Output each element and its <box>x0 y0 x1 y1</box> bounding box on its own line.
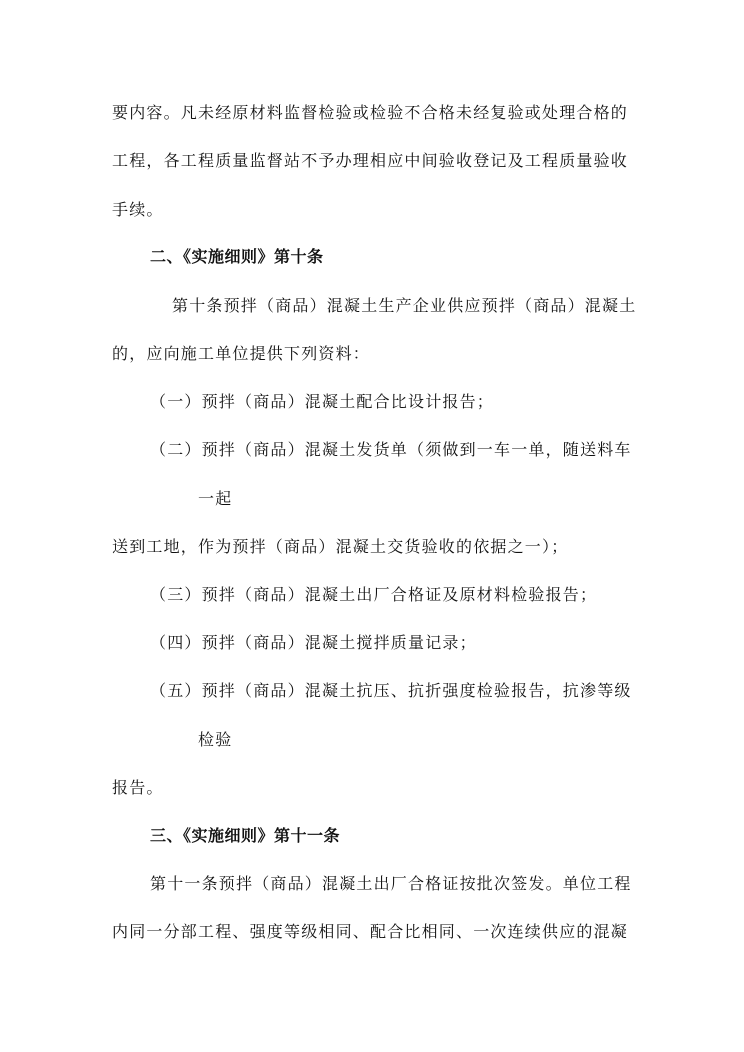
list-item-continuation: 检验 <box>198 730 233 749</box>
list-item-continuation: 一起 <box>198 489 233 508</box>
article-line: 第十条预拌（商品）混凝土生产企业供应预拌（商品）混凝土 <box>172 296 637 315</box>
paragraph-line: 手续。 <box>112 200 164 219</box>
list-item: （一）预拌（商品）混凝土配合比设计报告； <box>150 392 495 411</box>
paragraph-line: 要内容。凡未经原材料监督检验或检验不合格未经复验或处理合格的 <box>112 103 629 122</box>
article-line: 的，应向施工单位提供下列资料： <box>112 344 371 363</box>
article-line: 第十一条预拌（商品）混凝土出厂合格证按批次签发。单位工程 <box>150 874 632 893</box>
list-item: （三）预拌（商品）混凝土出厂合格证及原材料检验报告； <box>150 585 598 604</box>
section-heading: 三、《实施细则》第十一条 <box>150 826 341 845</box>
list-item: （二）预拌（商品）混凝土发货单（须做到一车一单，随送料车 <box>150 440 632 459</box>
list-item: （四）预拌（商品）混凝土搅拌质量记录； <box>150 633 477 652</box>
section-heading: 二、《实施细则》第十条 <box>150 247 324 266</box>
list-item-continuation: 送到工地，作为预拌（商品）混凝土交货验收的依据之一）； <box>112 537 569 556</box>
list-item-continuation: 报告。 <box>112 778 164 797</box>
article-line: 内同一分部工程、强度等级相同、配合比相同、一次连续供应的混凝 <box>112 922 629 941</box>
paragraph-line: 工程，各工程质量监督站不予办理相应中间验收登记及工程质量验收 <box>112 151 629 170</box>
list-item: （五）预拌（商品）混凝土抗压、抗折强度检验报告，抗渗等级 <box>150 681 632 700</box>
